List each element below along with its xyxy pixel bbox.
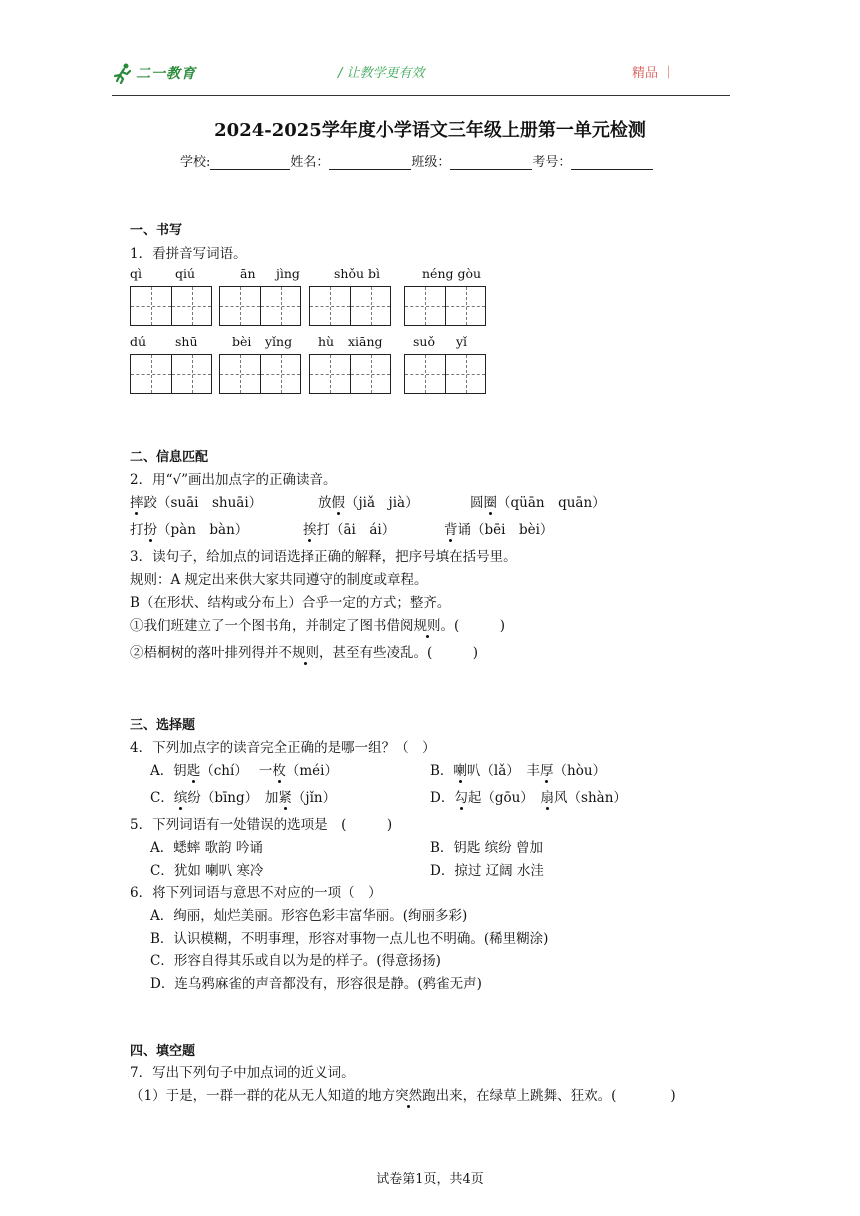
school-blank[interactable] <box>210 155 290 170</box>
pinyin: yǐng <box>265 334 293 349</box>
premium-badge: 精品 ｜ <box>632 66 676 81</box>
question-stem: 5．下列词语有一处错误的选项是 ( ) <box>130 817 393 833</box>
header-divider <box>112 95 730 96</box>
exam-no-blank[interactable] <box>571 155 653 170</box>
page-title: 2024-2025学年度小学语文三年级上册第一单元检测 <box>214 120 646 141</box>
choice-option[interactable]: D．掠过 辽阔 水洼 <box>430 863 544 879</box>
pinyin: qì <box>130 266 142 281</box>
pinyin: hù <box>318 334 335 349</box>
pinyin: bèi <box>232 334 252 349</box>
section-heading: 四、填空题 <box>130 1044 196 1059</box>
writing-grid[interactable] <box>309 286 391 326</box>
pronunciation-item[interactable]: 放假（jiǎ jià） <box>318 495 419 511</box>
pinyin: yǐ <box>456 334 468 349</box>
choice-option[interactable]: C．缤纷（bīng） 加紧（jǐn） <box>150 790 337 806</box>
pinyin: jìng <box>276 266 300 281</box>
pronunciation-item[interactable]: 挨打（āi ái） <box>303 522 396 538</box>
pinyin: qiú <box>175 266 196 281</box>
question-stem: 4．下列加点字的读音完全正确的是哪一组？（ ） <box>130 740 436 756</box>
pinyin: xiāng <box>348 334 383 349</box>
rule-definition: B（在形状、结构或分布上）合乎一定的方式；整齐。 <box>130 595 451 611</box>
pinyin: shǒu bì <box>334 266 381 281</box>
choice-option[interactable]: C．形容自得其乐或自以为是的样子。(得意扬扬) <box>150 953 441 969</box>
class-blank[interactable] <box>450 155 532 170</box>
writing-grid[interactable] <box>219 286 301 326</box>
choice-option[interactable]: B．钥匙 缤纷 曾加 <box>430 840 544 856</box>
pinyin: shū <box>175 334 198 349</box>
question-stem: 3．读句子，给加点的词语选择正确的解释，把序号填在括号里。 <box>130 549 517 565</box>
exam-no-label: 考号： <box>532 155 572 170</box>
choice-option[interactable]: B．认识模糊，不明事理，形容对事物一点儿也不明确。(稀里糊涂) <box>150 931 549 947</box>
page-footer: 试卷第1页，共4页 <box>376 1172 484 1187</box>
pinyin: dú <box>130 334 147 349</box>
slogan: / 让教学更有效 <box>338 66 425 81</box>
pronunciation-item[interactable]: 摔跤（suāi shuāi） <box>130 495 263 511</box>
writing-grid[interactable] <box>130 286 212 326</box>
pronunciation-item[interactable]: 圆圈（qüān quān） <box>470 495 606 511</box>
pinyin: suǒ <box>413 334 435 349</box>
section-heading: 二、信息匹配 <box>130 450 209 465</box>
question-stem: 6．将下列词语与意思不对应的一项（ ） <box>130 885 382 901</box>
school-label: 学校: <box>180 155 211 170</box>
name-label: 姓名： <box>290 155 330 170</box>
writing-grid[interactable] <box>219 354 301 394</box>
sentence-item[interactable]: ②梧桐树的落叶排列得并不规则，甚至有些凌乱。( ) <box>130 645 479 661</box>
pronunciation-item[interactable]: 打扮（pàn bàn） <box>130 522 249 538</box>
section-heading: 一、书写 <box>130 223 183 238</box>
choice-option[interactable]: A．绚丽，灿烂美丽。形容色彩丰富华丽。(绚丽多彩) <box>150 908 468 924</box>
choice-option[interactable]: C．犹如 喇叭 寒冷 <box>150 863 264 879</box>
pinyin: ān <box>240 266 256 281</box>
pronunciation-item[interactable]: 背诵（bēi bèi） <box>444 522 554 538</box>
question-stem: 1．看拼音写词语。 <box>130 246 247 262</box>
question-stem: 7．写出下列句子中加点词的近义词。 <box>130 1065 355 1081</box>
choice-option[interactable]: A．钥匙（chí） 一枚（méi） <box>150 763 338 779</box>
choice-option[interactable]: D．勾起（gōu） 扇风（shàn） <box>430 790 627 806</box>
choice-option[interactable]: B．喇叭（lǎ） 丰厚（hòu） <box>430 763 607 779</box>
logo <box>112 62 196 84</box>
name-blank[interactable] <box>329 155 411 170</box>
writing-grid[interactable] <box>404 286 486 326</box>
writing-grid[interactable] <box>404 354 486 394</box>
writing-grid[interactable] <box>309 354 391 394</box>
choice-option[interactable]: D．连乌鸦麻雀的声音都没有，形容很是静。(鸦雀无声) <box>150 976 482 992</box>
runner-logo-icon <box>112 62 134 84</box>
class-label: 班级： <box>411 155 451 170</box>
choice-option[interactable]: A．蟋蟀 歌韵 吟诵 <box>150 840 263 856</box>
rule-definition: 规则：A 规定出来供大家共同遵守的制度或章程。 <box>130 572 428 588</box>
student-info-line <box>180 151 653 170</box>
logo-text: 二一教育 <box>136 66 196 82</box>
pinyin: néng gòu <box>422 266 482 281</box>
sentence-item[interactable]: ①我们班建立了一个图书角，并制定了图书借阅规则。( ) <box>130 618 506 634</box>
section-heading: 三、选择题 <box>130 718 196 733</box>
question-stem: 2．用“√”画出加点字的正确读音。 <box>130 472 337 488</box>
sentence-item[interactable]: （1）于是，一群一群的花从无人知道的地方突然跑出来，在绿草上跳舞、狂欢。( ) <box>130 1088 676 1104</box>
writing-grid[interactable] <box>130 354 212 394</box>
